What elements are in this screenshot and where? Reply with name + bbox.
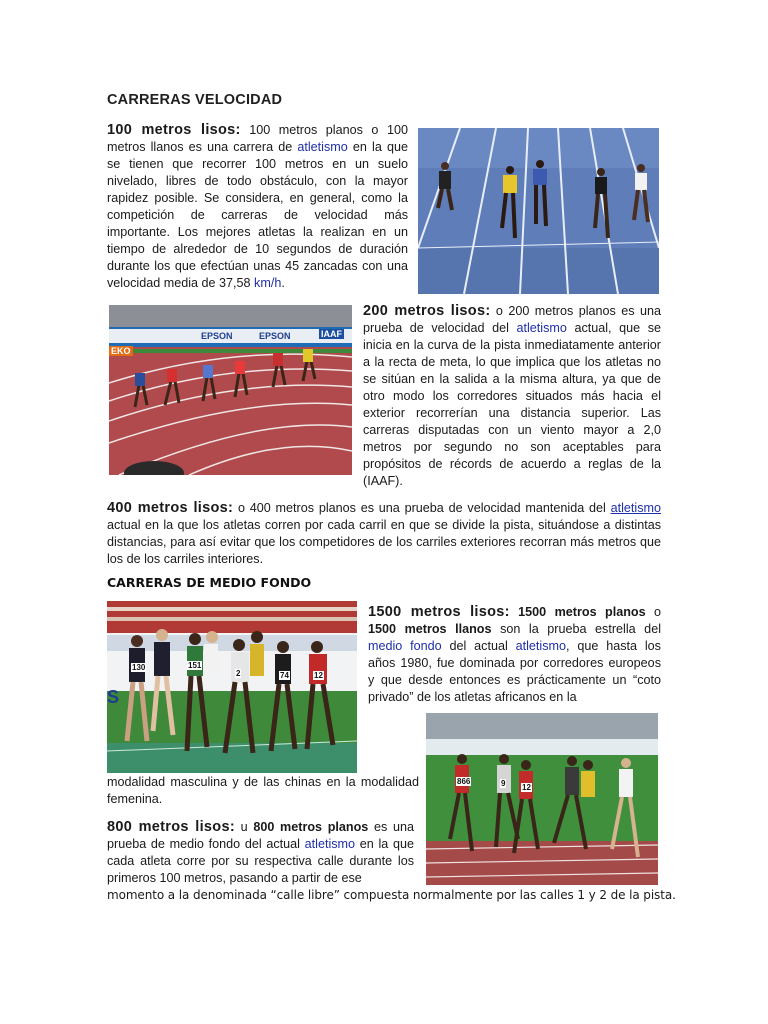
link-atletismo[interactable]: atletismo — [516, 321, 567, 335]
bib-number: 12 — [522, 783, 531, 792]
paragraph-lead: 400 metros lisos: — [107, 500, 234, 516]
paragraph-bold: 1500 metros planos — [509, 605, 646, 619]
paragraph-400m — [107, 500, 661, 568]
paragraph-text: o — [645, 605, 662, 619]
banner-text: EPSON — [201, 331, 233, 341]
link-atletismo[interactable]: atletismo — [515, 639, 567, 653]
paragraph-text: u — [234, 820, 254, 834]
bib-number: 866 — [457, 777, 471, 786]
paragraph-lead: 200 metros lisos: — [363, 303, 491, 319]
paragraph-text: actual en la que los atletas corren por cada carril en que se divide la pista, situándose a distintas distancias, para así evitar que los competidores de los carriles exteriores recorran más metros que los de los carriles interiores. — [107, 518, 661, 566]
paragraph-800m-continued: momento a la denominada “calle libre” compuesta normalmente por las calles 1 y 2 de la pista. — [107, 888, 676, 902]
bib-number: 9 — [501, 779, 506, 788]
paragraph-text: o 400 metros planos es una prueba de velocidad mantenida del — [233, 501, 611, 515]
link-atletismo[interactable]: atletismo — [610, 501, 661, 515]
paragraph-text: actual, que se inicia en la curva de la pista inmediatamente anterior a la recta de meta, lo que implica que los atletas no se sitúan en la salida a la misma altura, ya que de otro modo los corredores situados más hacia el exterior recorrerían una distancia superior. Las carreras disputadas con un viento mayor a 2,0 metros por segundo no son aceptables para propósitos de récords de acuerdo a reglas de la (IAAF). — [363, 321, 661, 488]
link-atletismo[interactable]: atletismo — [297, 140, 348, 154]
banner-text: S — [107, 687, 120, 707]
paragraph-1500m — [368, 604, 661, 706]
paragraph-text: 100 metros planos o 100 metros llanos es una carrera de — [107, 123, 408, 154]
paragraph-100m — [107, 122, 408, 292]
paragraph-text: en la que se tienen que recorrer 100 metros en un suelo nivelado, libres de todo obstáculo, con la mayor rapidez posible. Se considera, en general, como la competición de carreras de velocidad más importante. Los mejores atletas la realizan en un tiempo de alrededor de 10 segundos de duración durante los que efectúan unas 45 zancadas con una velocidad media de 37,58 — [107, 140, 408, 290]
paragraph-bold: 1500 metros llanos — [368, 622, 492, 636]
paragraph-lead: 800 metros lisos: — [107, 819, 235, 835]
paragraph-text: o 200 metros planos es una prueba de velocidad del — [363, 304, 661, 335]
photo-1500m-group — [107, 601, 357, 773]
paragraph-bold: 800 metros planos — [253, 820, 369, 834]
banner-text: IAAF — [321, 329, 342, 339]
link-atletismo[interactable]: atletismo — [304, 837, 356, 851]
paragraph-text: , que hasta los años 1980, fue dominada por corredores europeos y que desde entonces es prácticamente un “coto privado” de los atletas africanos en la — [368, 639, 661, 704]
paragraph-1500m-continued: modalidad masculina y de las chinas en la modalidad femenina. — [107, 775, 419, 806]
section-title-medio-fondo: CARRERAS DE MEDIO FONDO — [107, 575, 312, 590]
paragraph-800m — [107, 819, 414, 887]
paragraph-text: . — [281, 276, 285, 290]
paragraph-text: es una prueba de medio fondo del actual — [107, 820, 414, 851]
link-kmh[interactable]: km/h — [254, 276, 282, 290]
photo-100m-sprinters — [418, 128, 659, 294]
banner-text: EPSON — [259, 331, 291, 341]
photo-800m-runners — [426, 713, 658, 885]
bib-number: 151 — [188, 661, 202, 670]
bib-number: 2 — [236, 669, 241, 678]
paragraph-lead: 1500 metros lisos: — [368, 604, 510, 620]
bib-number: 130 — [132, 663, 146, 672]
bib-number: 74 — [280, 671, 289, 680]
section-title-velocidad: CARRERAS VELOCIDAD — [107, 92, 283, 108]
paragraph-text: en la que cada atleta corre por su respectiva calle durante los primeros 100 metros, pasando a partir de ese — [107, 837, 414, 885]
paragraph-text: son la prueba estrella del — [491, 622, 661, 636]
link-medio-fondo[interactable]: medio fondo — [368, 639, 442, 653]
paragraph-lead: 100 metros lisos: — [107, 122, 241, 138]
paragraph-text: del actual — [441, 639, 516, 653]
banner-text: EKO — [111, 346, 131, 356]
photo-200m-curve — [109, 305, 352, 475]
paragraph-200m — [363, 303, 661, 490]
bib-number: 12 — [314, 671, 323, 680]
